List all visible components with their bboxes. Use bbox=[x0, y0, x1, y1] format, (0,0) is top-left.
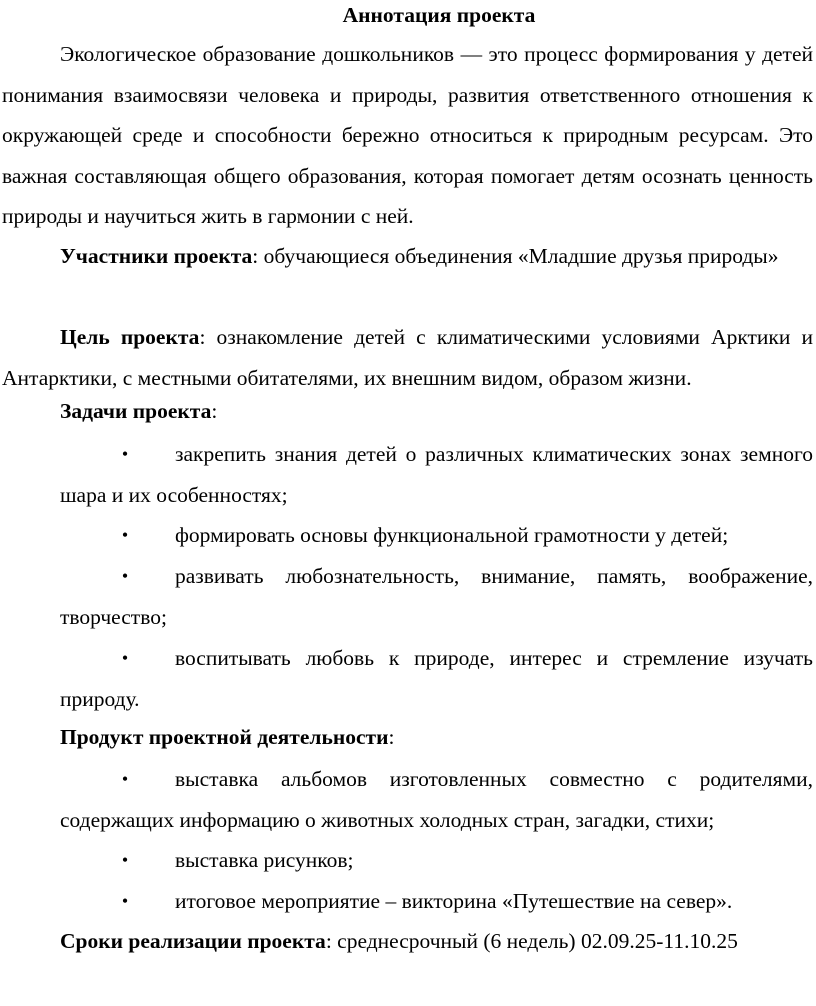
tasks-label: Задачи проекта bbox=[60, 399, 212, 423]
participants-label: Участники проекта bbox=[60, 244, 253, 268]
list-item bbox=[60, 638, 813, 719]
timeline-text: : среднесрочный (6 недель) 02.09.25-11.10.25 bbox=[325, 929, 738, 953]
intro-paragraph: Экологическое образование дошкольников — это процесс формирования у детей понимания взаимосвязи человека и природы, развития ответственного отношения к окружающей среде и способности бережно относиться к природным ресурсам. Это важная составляющая общего образования, которая помогает детям осознать ценность природы и научиться жить в гармонии с ней. bbox=[2, 42, 813, 229]
goal-label: Цель проекта bbox=[60, 325, 200, 349]
product-item-text: выставка альбомов изготовленных совместно с родителями, содержащих информацию о животных холодных стран, загадки, стихи; bbox=[60, 767, 813, 832]
product-heading bbox=[2, 717, 813, 758]
list-item bbox=[60, 515, 813, 556]
list-item bbox=[60, 759, 813, 840]
participants-text: : обучающиеся объединения «Младшие друзья природы» bbox=[252, 244, 779, 268]
product-label: Продукт проектной деятельности bbox=[60, 725, 389, 749]
task-item-text: развивать любознательность, внимание, память, воображение, творчество; bbox=[60, 564, 813, 629]
tasks-suffix: : bbox=[211, 399, 218, 423]
bullet-icon: • bbox=[121, 566, 129, 586]
list-item bbox=[60, 556, 813, 637]
list-item bbox=[60, 840, 813, 881]
list-item bbox=[60, 434, 813, 515]
product-suffix: : bbox=[388, 725, 395, 749]
tasks-heading bbox=[2, 391, 813, 432]
task-item-text: закрепить знания детей о различных климатических зонах земного шара и их особенностях; bbox=[60, 442, 813, 507]
product-item-text: выставка рисунков; bbox=[175, 848, 354, 872]
bullet-icon: • bbox=[121, 444, 129, 464]
timeline-paragraph bbox=[2, 921, 813, 962]
bullet-icon: • bbox=[121, 769, 129, 789]
goal-paragraph bbox=[2, 317, 813, 398]
list-item bbox=[60, 881, 813, 922]
task-item-text: формировать основы функциональной грамотности у детей; bbox=[175, 523, 729, 547]
product-item-text: итоговое мероприятие – викторина «Путешествие на север». bbox=[175, 889, 733, 913]
task-item-text: воспитывать любовь к природе, интерес и стремление изучать природу. bbox=[60, 646, 813, 711]
bullet-icon: • bbox=[121, 850, 129, 870]
bullet-icon: • bbox=[121, 648, 129, 668]
page-title: Аннотация проекта bbox=[342, 3, 536, 27]
participants-paragraph bbox=[2, 236, 813, 277]
goal-text: : ознакомление детей с климатическими условиями Арктики и Антарктики, с местными обитателями, их внешним видом, образом жизни. bbox=[2, 325, 813, 390]
bullet-icon: • bbox=[121, 525, 129, 545]
timeline-label: Сроки реализации проекта bbox=[60, 929, 326, 953]
bullet-icon: • bbox=[121, 891, 129, 911]
